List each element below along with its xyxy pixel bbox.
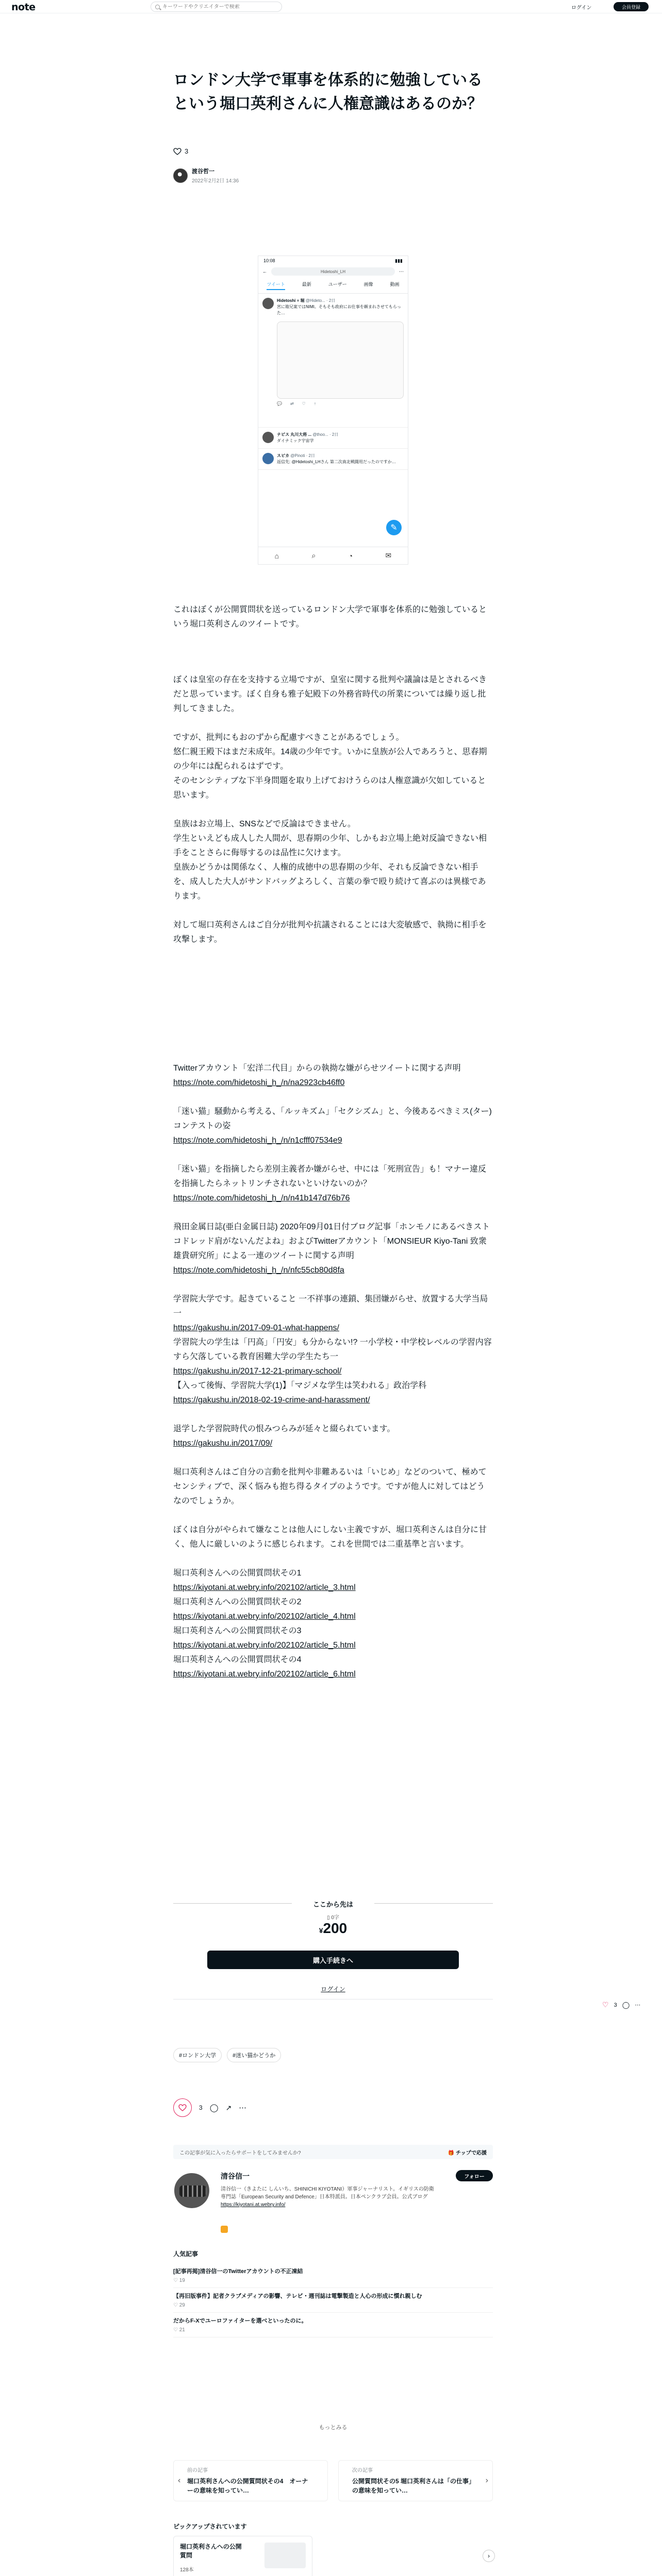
purchase-button[interactable]: 購入手続きへ <box>207 1951 459 1969</box>
phone-status-bar <box>258 256 408 265</box>
list-item[interactable] <box>173 2313 493 2337</box>
paragraph: 堀口英利さんへの公開質問状その4 <box>173 1655 302 1664</box>
phone-top-bar <box>258 265 408 278</box>
heart-icon <box>178 2104 187 2111</box>
phone-tabs <box>258 278 408 294</box>
title-like-row <box>173 147 188 155</box>
list-item[interactable] <box>173 2263 493 2288</box>
search-icon: ⌕ <box>311 551 316 560</box>
paragraph: ですが、批判にもおのずから配慮すべきことがあるでしょう。 悠仁親王殿下はまだ未成年。14歳の少年です。いかに皇族が公人であろうと、思春期の少年には配られるはずです。 そのセンシティブな下半身問題を取り上げておけうらのは人権意識が欠如していると思います。 <box>173 733 487 800</box>
search-input[interactable] <box>162 4 276 10</box>
battery-icon: ▮▮▮ <box>395 258 403 263</box>
tweet-avatar <box>262 432 274 443</box>
chevron-right-icon: › <box>488 2552 490 2560</box>
back-arrow-icon: ← <box>262 269 267 274</box>
profile-bio <box>221 2185 437 2209</box>
paragraph: 対して堀口英利さんはご自分が批判や抗議されることには大変敏感で、執拗に相手を攻撃します。 <box>173 921 487 944</box>
phone-tab: 最新 <box>302 282 311 287</box>
more-icon[interactable]: ⋯ <box>635 2002 641 2008</box>
avatar[interactable] <box>173 168 188 183</box>
search-icon <box>155 5 160 9</box>
price <box>173 1920 493 1937</box>
prev-title: 堀口英利さんへの公開質問状その4 オーナーの意味を知ってい… <box>187 2478 308 2494</box>
popular-title: [記事再掲]清谷信一のTwitterアカウントの不正凍結 <box>173 2268 303 2275</box>
popular-like-count: 21 <box>179 2327 185 2333</box>
gift-icon: 🎁 <box>448 2150 456 2156</box>
tweet-handle: @Pinoti · 2日 <box>290 453 315 458</box>
profile-name[interactable]: 清谷信一 <box>221 2172 250 2180</box>
action-like-count: 3 <box>199 2104 203 2111</box>
signup-button[interactable]: 会員登録 <box>614 2 649 11</box>
search-box[interactable] <box>151 2 282 12</box>
tip-button[interactable] <box>448 2148 487 2156</box>
tweet-name: ナビス 丸川大将 ... <box>277 432 312 437</box>
popular-likes: ♡ 19 <box>173 2278 185 2283</box>
see-more-link[interactable]: もっとみる <box>319 2425 347 2431</box>
paywall-login-link[interactable]: ログイン <box>321 1986 345 1993</box>
floating-actions <box>602 2001 640 2009</box>
popular-title: だからF-Xでユーロファイターを選べといったのに。 <box>173 2318 307 2324</box>
tweet-name: Hidetoshi ≡ 堀 <box>277 298 305 303</box>
side-like-count: 3 <box>614 2002 617 2008</box>
hashtag[interactable]: #ロンドン大学 <box>173 2048 222 2062</box>
rss-icon[interactable] <box>221 2226 228 2233</box>
paragraph: 堀口英利さんへの公開質問状その2 <box>173 1598 302 1606</box>
tweet-text: 返信先: @Hidetoshi_LHさん 第二次南北戦闘用だったのですか… <box>277 460 396 464</box>
article-link[interactable]: https://note.com/hidetoshi_h_/n/na2923cb46ff0 <box>173 1078 345 1087</box>
prev-article[interactable] <box>173 2460 328 2501</box>
magazine-count: 128本 <box>180 2567 194 2573</box>
paywall-char-count <box>173 1913 493 1921</box>
article-body <box>173 603 493 646</box>
tweet-actions <box>277 401 404 407</box>
login-link[interactable]: ログイン <box>571 5 592 11</box>
like-button[interactable] <box>173 2098 192 2117</box>
phone-search-box: Hidetoshi_LH <box>271 267 395 276</box>
article-link[interactable]: https://gakushu.in/2018-02-19-crime-and-harassment/ <box>173 1396 370 1404</box>
paragraph: 【入って後悔、学習院大学(1)】「マジメな学生は笑われる」政治学科 <box>173 1381 427 1390</box>
article-link[interactable]: https://gakushu.in/2017/09/ <box>173 1439 273 1448</box>
phone-bottom-nav <box>258 547 408 564</box>
section-title: 人気記事 <box>173 2250 198 2258</box>
carousel-next-button[interactable] <box>483 2550 495 2562</box>
paragraph: 「迷い猫」騒動から考える、「ルッキズム」「セクシズム」と、今後あるべきミス(ター)コンテストの姿 <box>173 1107 492 1130</box>
comment-icon[interactable]: ◯ <box>209 2104 219 2112</box>
like-icon[interactable]: ♡ <box>602 2001 609 2009</box>
tip-button-label: チップで応援 <box>456 2150 487 2156</box>
paywall-label: ここから先は <box>312 1901 353 1908</box>
paragraph: 飛田金属日誌(亜白金属日誌) 2020年09月01日付ブログ記事「ホンモノにあるべきストコドレッド肩がないんだよね」およびTwitterアカウント「MONSIEUR Kiyo-Tani 致衆雄貴研究所」による一連のツイートに関する声明 <box>173 1223 490 1260</box>
paragraph: ぼくは自分がやられて嫌なことは他人にしない主義ですが、堀口英利さんは自分に甘く、他人に厳しいのように感じられます。これを世間では二重基準と言います。 <box>173 1526 487 1549</box>
magazine-title: 堀口英利さんへの公開質問 <box>180 2543 242 2559</box>
article-link[interactable]: https://kiyotani.at.webry.info/202102/article_4.html <box>173 1612 356 1621</box>
paragraph: 皇族はお立場上、SNSなどで反論はできません。 学生といえども成人した人間が、思春期の少年、しかもお立場上絶対反論できない相手をことさらに侮辱するのは品性に欠けます。 皇族かどうかは関係なく、人権的成徳中の思春期の少年、それも反論できない相手を、成人した大人がサンドバッグよろしく、言葉の拳で殴り続けて喜ぶのは異様であります。 <box>173 820 487 901</box>
article-link[interactable]: https://kiyotani.at.webry.info/202102/article_5.html <box>173 1641 356 1650</box>
retweet-icon: ⇄ <box>290 401 294 406</box>
home-icon: ⌂ <box>274 551 279 560</box>
phone-tab: 画像 <box>363 282 373 287</box>
more-icon[interactable]: ⋯ <box>239 2104 247 2112</box>
reply-icon: 💬 <box>277 401 282 406</box>
magazine-card[interactable] <box>173 2536 312 2576</box>
char-count: 0字 <box>331 1915 339 1921</box>
heart-icon[interactable] <box>173 148 181 155</box>
prev-label: 前の記事 <box>187 2468 208 2473</box>
profile-link[interactable]: https://kiyotani.at.webry.info/ <box>221 2202 286 2208</box>
document-icon: ▯ <box>327 1915 332 1921</box>
embedded-screenshot <box>258 256 408 565</box>
tweet <box>258 428 408 449</box>
magazine-thumbnail <box>264 2543 306 2568</box>
popular-articles <box>173 2249 493 2337</box>
article-link[interactable]: https://note.com/hidetoshi_h_/n/n1cfff07534e9 <box>173 1136 342 1145</box>
pickup-section <box>173 2522 493 2576</box>
tweet-name: スピカ <box>277 453 289 458</box>
mail-icon: ✉ <box>385 551 392 560</box>
share-icon: ↑ <box>313 401 316 406</box>
paragraph: 堀口英利さんへの公開質問状その3 <box>173 1626 302 1635</box>
popular-like-count: 29 <box>179 2302 185 2308</box>
popular-like-count: 19 <box>179 2278 185 2283</box>
tweet-text: 宮に箱兄案ではNIMI。そもそも政府にお仕事を頼まれさせてもらった… <box>277 304 401 315</box>
currency-symbol: ¥ <box>319 1926 323 1935</box>
like-icon: ♡ <box>302 401 306 406</box>
support-text: この記事が気に入ったらサポートをしてみませんか? <box>179 2150 301 2156</box>
more-dots-icon: ⋯ <box>399 268 404 274</box>
bell-icon: ◔ <box>348 551 353 560</box>
author-avatar[interactable] <box>173 2172 210 2209</box>
paragraph: 堀口英利さんへの公開質問状その1 <box>173 1569 302 1578</box>
article-link[interactable]: https://kiyotani.at.webry.info/202102/article_6.html <box>173 1670 356 1679</box>
next-article[interactable] <box>338 2460 493 2501</box>
popular-likes: ♡ 29 <box>173 2302 185 2308</box>
article-link[interactable]: https://gakushu.in/2017-09-01-what-happens/ <box>173 1324 339 1332</box>
article-actions <box>173 2098 246 2117</box>
article-body <box>173 673 493 961</box>
paragraph: 学習院大学です。起きていること 一不祥事の連鎖、集団嫌がらせ、放置する大学当局一 <box>173 1295 488 1318</box>
support-bar <box>173 2145 493 2159</box>
hashtag[interactable]: #迷い猫かどうか <box>227 2048 281 2062</box>
article-link[interactable]: https://gakushu.in/2017-12-21-primary-school/ <box>173 1367 342 1376</box>
paragraph: 学習院大の学生は「円高」「円安」も分からない!? 一小学校・中学校レベルの学習内容すら欠落している教育困難大学の学生たち一 <box>173 1338 492 1361</box>
popular-likes: ♡ 21 <box>173 2327 185 2333</box>
chevron-right-icon: › <box>485 2476 488 2485</box>
tweet <box>258 449 408 470</box>
comment-icon[interactable]: ◯ <box>622 2001 630 2009</box>
quoted-tweet <box>277 321 404 399</box>
follow-button[interactable]: フォロー <box>456 2170 493 2181</box>
profile-bio-text: 清谷信一（きよたに しんいち、SHINICHI KIYOTANI）軍事ジャーナリスト。イギリスの防衛専門誌「European Security and Defence」日本特派員。日本ペンクラブ会員。公式ブログ <box>221 2187 434 2200</box>
section-title: ピックアップされています <box>173 2523 247 2530</box>
popular-title: 【再旧版事件】記者クラブメディアの影響、テレビ・週刊誌は電撃製造と人心の形成に慣れ親しむ <box>173 2293 422 2299</box>
paragraph: 「迷い猫」を指摘したら差別主義者か嫌がらせ、中には「死刑宣告」も！マナー違反を指摘したらネットリンチされないといけないのか？ <box>173 1165 487 1188</box>
paragraph: 堀口英利さんはご自分の言動を批判や非難あるいは「いじめ」などのついて、極めてセンシティブで、深く悩みも抱ち得るタイプのようです。ですが他人に対してはどうなのでしょうか。 <box>173 1468 487 1505</box>
author-row[interactable] <box>173 167 239 184</box>
paragraph: Twitterアカウント「宏洋二代目」からの執拗な嫌がらせツイートに関する声明 <box>173 1064 461 1073</box>
tweet-avatar <box>262 298 274 309</box>
like-count: 3 <box>185 147 189 155</box>
phone-tab: 動画 <box>390 282 400 287</box>
article-body <box>173 1061 493 1682</box>
compose-icon: ✎ <box>386 520 402 535</box>
author-name[interactable]: 渡谷哲一 <box>192 168 214 175</box>
tweet-handle: @Hideto... · 2日 <box>305 298 336 303</box>
phone-time: 10:08 <box>263 258 275 263</box>
tweet <box>258 294 408 428</box>
next-title: 公開質問状その5 堀口英利さんは「の仕事」の意味を知ってい… <box>352 2478 475 2494</box>
phone-tab: ツイート <box>267 281 285 290</box>
site-header <box>0 0 662 13</box>
article-link[interactable]: https://note.com/hidetoshi_h_/n/nfc55cb80d8fa <box>173 1266 344 1275</box>
article-link[interactable]: https://kiyotani.at.webry.info/202102/article_3.html <box>173 1583 356 1592</box>
price-value: 200 <box>323 1920 347 1936</box>
article-title: ロンドン大学で軍事を体系的に勉強しているという堀口英利さんに人権意識はあるのか？ <box>173 72 483 112</box>
publish-date: 2022年2月2日 14:36 <box>192 178 239 184</box>
article-link[interactable]: https://note.com/hidetoshi_h_/n/n41b147d76b76 <box>173 1194 350 1202</box>
phone-tab: ユーザー <box>328 282 347 287</box>
tweet-avatar <box>262 453 274 464</box>
share-icon[interactable]: ↗ <box>225 2103 232 2112</box>
paragraph: 退学した学習院時代の恨みつらみが延々と綴られています。 <box>173 1425 395 1433</box>
tweet-text: ダイナミック宇宙学 <box>277 438 314 443</box>
next-label: 次の記事 <box>352 2468 373 2473</box>
list-item[interactable] <box>173 2288 493 2313</box>
paragraph: ぼくは皇室の存在を支持する立場ですが、皇室に関する批判や議論は是とされるべきだと思っています。ぼく自身も雅子妃殿下の外務省時代の所業については繰り返し批判してきました。 <box>173 675 487 713</box>
chevron-left-icon: ‹ <box>178 2476 181 2485</box>
tweet-handle: @thoo... · 2日 <box>312 432 339 437</box>
prev-next-nav <box>173 2460 493 2501</box>
note-logo[interactable]: note <box>11 2 36 13</box>
paragraph: これはぼくが公開質問状を送っているロンドン大学で軍事を体系的に勉強しているという堀口英利さんのツイートです。 <box>173 605 487 629</box>
hashtag-list <box>173 2048 281 2062</box>
